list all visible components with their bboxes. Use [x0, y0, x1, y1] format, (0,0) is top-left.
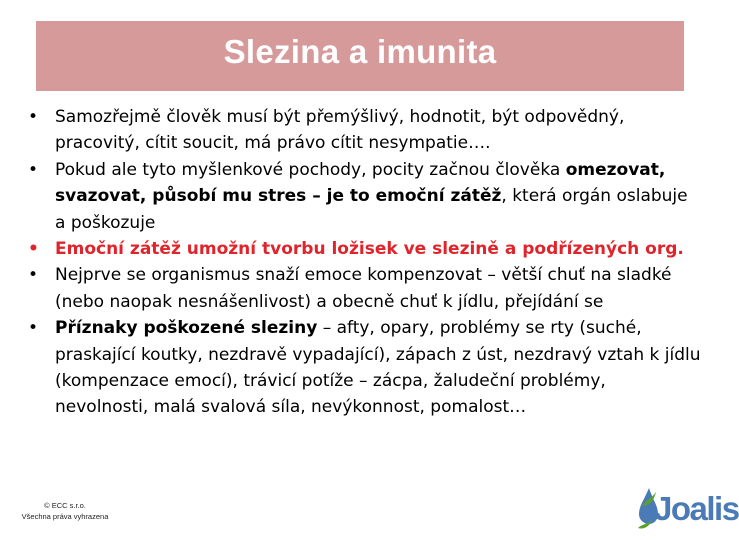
bullet-text: Samozřejmě člověk musí být přemýšlivý, hodnotit, být odpovědný, pracovitý, cítit soucit, má právo cítit nesympatie….	[55, 107, 625, 154]
bullet-highlight-text: Emoční zátěž umožní tvorbu ložisek ve slezině a podřízených org.	[55, 239, 684, 260]
bullet-text: , která orgán oslabuje a poškozuje	[55, 186, 688, 233]
slide-title: Slezina a imunita	[223, 33, 497, 70]
bullet-dot: •	[28, 107, 39, 127]
bullet-item	[22, 157, 702, 236]
bullet-dot: •	[28, 318, 39, 339]
bullet-item	[22, 104, 702, 157]
bullet-dot: •	[28, 265, 39, 286]
title-bar	[36, 21, 684, 91]
bullet-item	[22, 262, 702, 315]
joalis-logo	[636, 484, 739, 536]
bullet-dot: •	[28, 159, 39, 180]
bullet-bold-text: omezovat, svazovat, působí mu stres – je to emoční zátěž	[55, 159, 666, 207]
logo-wordmark: Joalis	[654, 490, 739, 527]
bullet-text: Pokud ale tyto myšlenkové pochody, pocity začnou člověka	[55, 159, 566, 180]
bullet-item	[22, 236, 702, 262]
bullet-item	[22, 315, 702, 421]
rights-text: Všechna práva vyhrazena	[21, 512, 109, 521]
copyright-text: © ECC s.r.o.	[44, 501, 86, 510]
bullet-list	[22, 104, 702, 421]
bullet-text: – afty, opary, problémy se rty (suché, praskající koutky, nezdravě vypadající), zápach z úst, nezdravý vztah k jídlu (kompenzace emocí), trávicí potíže – zácpa, žaludeční problémy, nevolnosti, malá svalová síla, nevýkonnost, pomalost…	[55, 318, 701, 418]
footer-copyright	[5, 500, 125, 522]
bullet-text: Nejprve se organismus snaží emoce kompenzovat – větší chuť na sladké (nebo naopak nesnášenlivost) a obecně chuť k jídlu, přejídání se	[55, 265, 672, 312]
bullet-dot: •	[28, 239, 39, 260]
bullet-bold-text: Příznaky poškozené sleziny	[55, 318, 318, 339]
